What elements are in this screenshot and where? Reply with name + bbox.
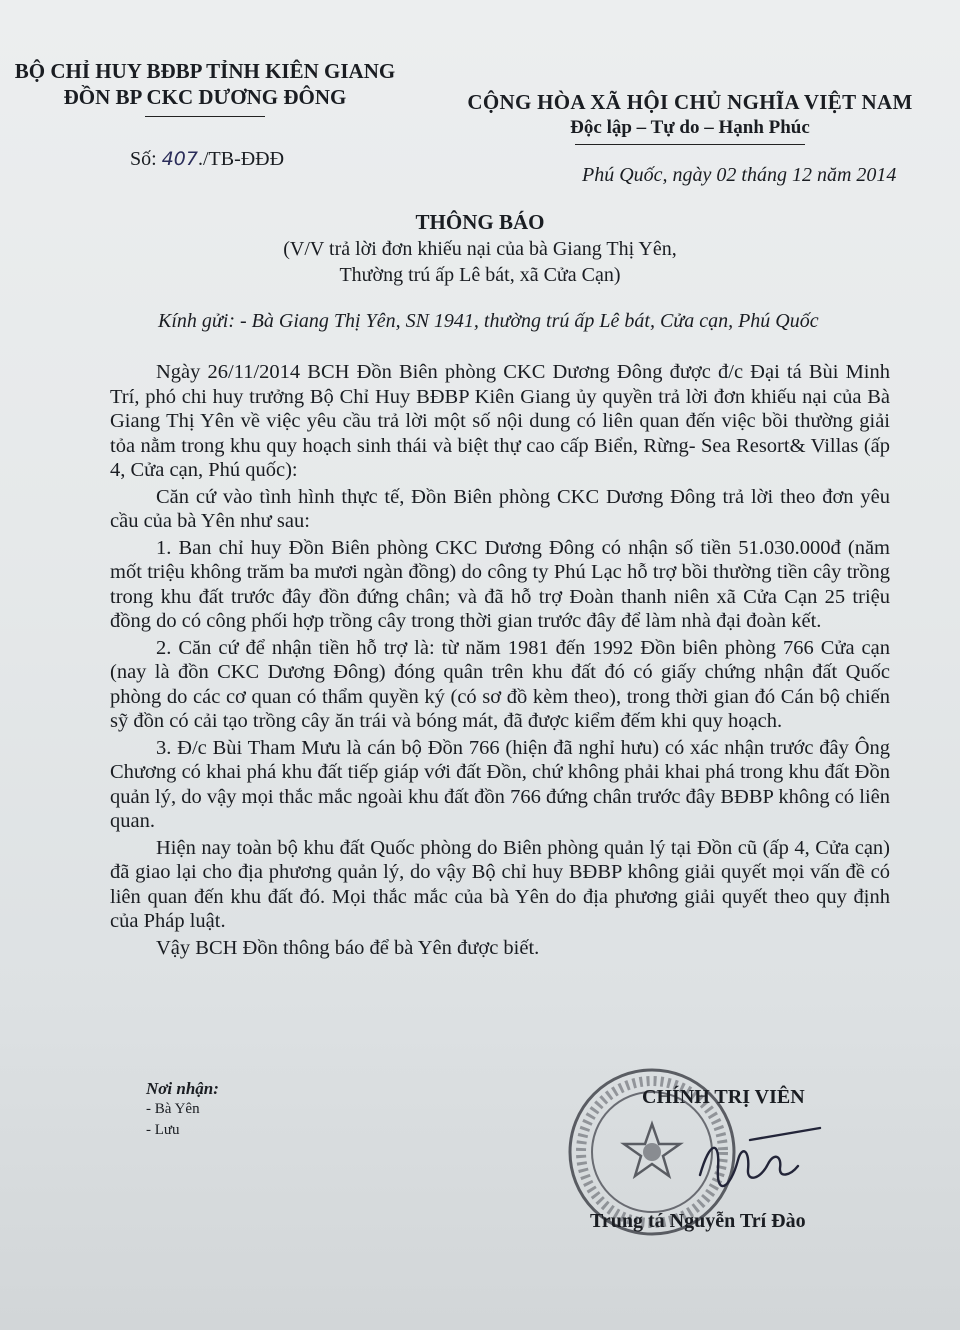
document-number (130, 148, 284, 171)
country-name: CỘNG HÒA XÃ HỘI CHỦ NGHĨA VIỆT NAM (467, 90, 913, 114)
agency-underline (145, 116, 265, 117)
recipients-block (146, 1078, 219, 1141)
motto-underline (575, 144, 805, 145)
recipient-item: - Lưu (146, 1122, 180, 1138)
agency-line-2: ĐỒN BP CKC DƯƠNG ĐÔNG (63, 85, 347, 109)
body-paragraph: 2. Căn cứ để nhận tiền hỗ trợ là: từ năm 1981 đến 1992 Đồn biên phòng 766 Cửa cạn (nay là đồn CKC Dương Đông) đóng quân trên khu đất đó có giấy chứng nhận đất Quốc phòng do các cơ quan có thẩm quyền ký (có sơ đồ kèm theo), trong thời gian đó Cán bộ chiến sỹ đồn có cải tạo trồng cây ăn trái và bóng mát, đã được kiểm đếm khi quy hoạch. (110, 636, 890, 732)
addressee: Kính gửi: - Bà Giang Thị Yên, SN 1941, thường trú ấp Lê bát, Cửa cạn, Phú Quốc (158, 310, 819, 332)
recipient-item: - Bà Yên (146, 1101, 200, 1117)
document-number-prefix: Số: (130, 148, 162, 170)
body-paragraph: Căn cứ vào tình hình thực tế, Đồn Biên phòng CKC Dương Đông trả lời theo đơn yêu cầu của bà Yên như sau: (110, 485, 890, 532)
handwritten-signature-icon (690, 1120, 830, 1200)
issuing-agency (0, 58, 410, 117)
agency-line-1: BỘ CHỈ HUY BĐBP TỈNH KIÊN GIANG (14, 59, 396, 83)
signer-title: CHÍNH TRỊ VIÊN (642, 1086, 805, 1108)
document-number-handwritten: 407 (161, 148, 198, 170)
recipients-label: Nơi nhận: (146, 1079, 219, 1098)
body-paragraph: 1. Ban chỉ huy Đồn Biên phòng CKC Dương Đông có nhận số tiền 51.030.000đ (năm mốt triệu không trăm ba mươi ngàn đồng) do công ty Phú Lạc hỗ trợ bồi thường tiền cây trồng trong khu đất trước đây đồn đứng chân; và đã hỗ trợ Đoàn thanh niên xã Cửa Cạn 25 triệu đồng do có công phối hợp trồng cây trong thời gian trước đây để làm nhà đại đoàn kết. (110, 536, 890, 632)
document-body (110, 360, 890, 962)
place-date: Phú Quốc, ngày 02 tháng 12 năm 2014 (582, 164, 897, 186)
national-header (460, 88, 920, 145)
body-paragraph: Hiện nay toàn bộ khu đất Quốc phòng do Biên phòng quản lý tại Đồn cũ (ấp 4, Cửa cạn) đã giao lại cho địa phương quản lý, do vậy Bộ chỉ huy BĐBP không giải quyết mọi vấn đề có liên quan đến khu đất đó. Mọi thắc mắc của bà Yên do địa phương giải quyết theo quy định của Pháp luật. (110, 836, 890, 932)
subtitle-line-1: (V/V trả lời đơn khiếu nại của bà Giang Thị Yên, (283, 238, 677, 260)
body-paragraph: Ngày 26/11/2014 BCH Đồn Biên phòng CKC Dương Đông được đ/c Đại tá Bùi Minh Trí, phó chi huy trưởng Bộ Chỉ Huy BĐBP Kiên Giang ủy quyền trả lời đơn khiếu nại của Bà Giang Thị Yên về việc yêu cầu trả lời một số nội dung có liên quan đến việc bồi thường giải tỏa nằm trong khu quy hoạch sinh thái và biệt thự cao cấp Biển, Rừng- Sea Resort& Villas (ấp 4, Cửa cạn, Phú quốc): (110, 361, 890, 481)
signer-name: Trung tá Nguyễn Trí Đào (590, 1210, 806, 1232)
body-paragraph: 3. Đ/c Bùi Tham Mưu là cán bộ Đồn 766 (hiện đã nghỉ hưu) có xác nhận trước đây Ông Chương có khai phá khu đất tiếp giáp với đất Đồn, chứ không phải khai phá trong khu đất Đồn quản lý, do vậy mọi thắc mắc ngoài khu đất đồn 766 đứng chân trước đây BĐBP không có liên quan. (110, 736, 890, 832)
motto: Độc lập – Tự do – Hạnh Phúc (570, 117, 810, 138)
document-title: THÔNG BÁO (415, 210, 545, 234)
document-subtitle (0, 236, 960, 288)
body-paragraph: Vậy BCH Đồn thông báo để bà Yên được biết. (156, 936, 540, 959)
subtitle-line-2: Thường trú ấp Lê bát, xã Cửa Cạn) (339, 264, 621, 286)
document-number-suffix: ./TB-ĐĐĐ (197, 148, 285, 170)
